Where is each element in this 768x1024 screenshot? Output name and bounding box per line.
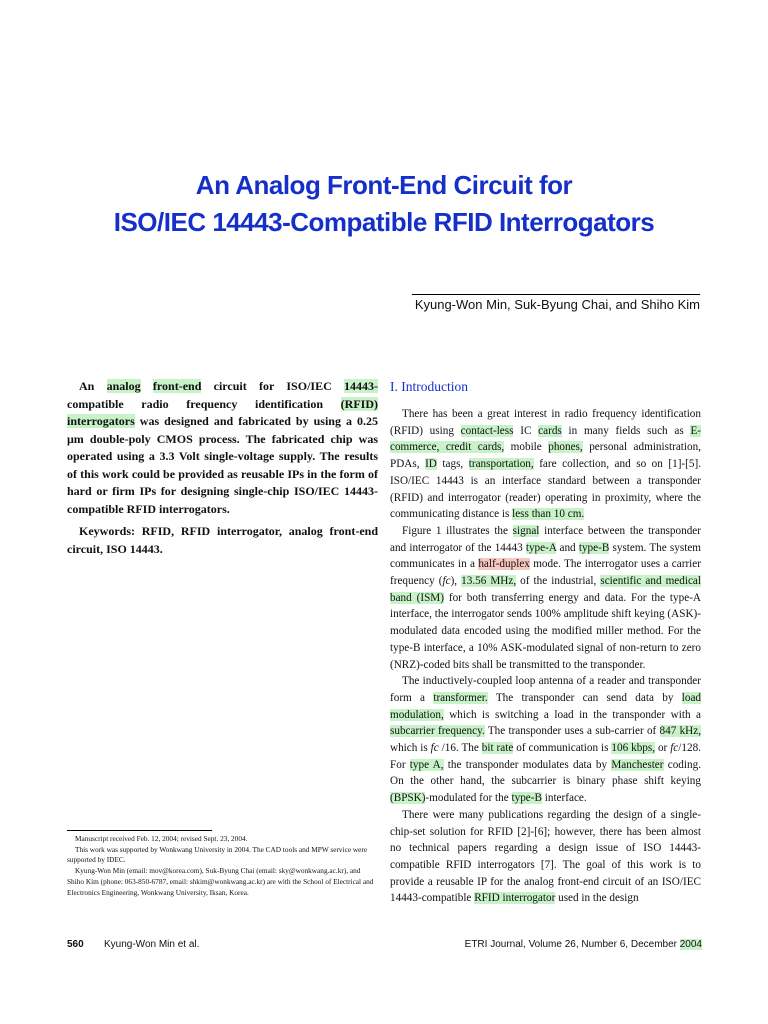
text-run: /128. For xyxy=(390,742,701,771)
running-head: Kyung-Won Min et al. xyxy=(104,939,200,950)
text-run: ), xyxy=(450,575,462,588)
text-run: which is xyxy=(390,742,431,755)
highlighted-term: signal xyxy=(512,524,540,537)
text-run: of communication is xyxy=(513,742,612,755)
text-run: mode. The interrogator uses a carrier frequency ( xyxy=(390,558,701,588)
footnotes xyxy=(67,834,378,898)
highlighted-term: type-B xyxy=(578,541,610,554)
highlighted-term: (BPSK) xyxy=(390,792,426,805)
text-run: coding. On the other hand, the subcarrier is binary phase shift keying xyxy=(390,758,701,788)
abstract xyxy=(67,378,378,518)
text-run: An xyxy=(79,379,107,393)
text-run: interface between the transponder and interrogator of the 14443 xyxy=(390,524,701,554)
text-run: There has been a great interest in radio frequency identification (RFID) using xyxy=(390,408,701,437)
author-rule xyxy=(412,294,700,295)
text-run: or xyxy=(655,742,671,755)
text-run: which is switching a load in the transponder with a xyxy=(443,708,701,721)
highlighted-term: analog xyxy=(106,379,141,393)
highlighted-term: 13.56 MHz, xyxy=(461,575,517,588)
highlighted-term: subcarrier frequency. xyxy=(390,725,485,738)
intro-paragraph-3 xyxy=(390,673,701,807)
intro-paragraph-4 xyxy=(390,807,701,907)
text-run: The transponder can send data by xyxy=(487,691,682,704)
paper-title-line-1: An Analog Front-End Circuit for xyxy=(195,170,573,200)
text-run: compatible radio frequency identification xyxy=(67,396,341,411)
text-run: was designed and fabricated by using a 0.25 μm double-poly CMOS process. The fabricated chip was operated using a 3.3 Volt single-voltage supply. The results of this work could be provided as reusable IPs in the form of hard or firm IPs for designing single-chip ISO/IEC 14443-compatible RFID interrogators. xyxy=(67,414,378,516)
highlighted-term: contact-less xyxy=(460,424,514,437)
text-run: Figure 1 illustrates the xyxy=(402,524,513,537)
text-run: the transponder modulates data by xyxy=(443,758,612,771)
page-number: 560 xyxy=(67,939,84,950)
highlighted-term: bit rate xyxy=(481,742,514,755)
text-run: system. The system communicates in a xyxy=(390,541,701,571)
footnote-support: This work was supported by Wonkwang University in 2004. The CAD tools and MPW service were supported by IDEC. xyxy=(67,844,368,865)
highlighted-term: less than 10 cm. xyxy=(512,508,585,521)
text-run: The inductively-coupled loop antenna of a reader and transponder form a xyxy=(390,675,701,704)
text-run: and xyxy=(556,541,579,554)
text-run: for both transferring energy and data. For the type-A interface, the interrogator sends 100% amplitude shift keying (ASK)-modulated data encoded using the modified miller method. For the type-B interface, a 10% ASK-modulated signal of non-return to zero (NRZ)-coded bits shall be transmitted to the transponder. xyxy=(390,591,701,671)
highlighted-term: ID xyxy=(425,458,437,471)
text-run: fc xyxy=(430,742,439,755)
introduction-column xyxy=(390,378,701,907)
paper-title-line-2: ISO/IEC 14443-Compatible RFID Interrogators xyxy=(113,207,655,237)
text-run: of the industrial, xyxy=(516,575,601,588)
author-list: Kyung-Won Min, Suk-Byung Chai, and Shiho Kim xyxy=(414,297,700,312)
text-run: in many fields such as xyxy=(561,424,691,437)
highlighted-term: transformer. xyxy=(433,691,488,704)
highlighted-term: phones, xyxy=(548,441,583,454)
journal-name: ETRI Journal, Volume 26, Number 6, December xyxy=(464,939,680,950)
highlighted-term: RFID interrogator xyxy=(474,892,556,905)
text-run: -modulated for the xyxy=(425,792,512,805)
highlighted-term: front-end xyxy=(152,379,202,393)
highlighted-term: (RFID) xyxy=(340,396,378,411)
text-run: circuit for ISO/IEC xyxy=(201,379,345,393)
text-run: personal administration, PDAs, xyxy=(390,441,701,471)
highlighted-term: 14443- xyxy=(344,379,379,393)
highlighted-term: cards xyxy=(538,424,562,437)
text-run: used in the design xyxy=(555,892,639,905)
highlighted-term: half-duplex xyxy=(478,558,530,571)
highlighted-term: interrogators xyxy=(67,414,135,428)
highlighted-term: transportation, xyxy=(468,458,534,471)
keywords: Keywords: RFID, RFID interrogator, analog front-end circuit, ISO 14443. xyxy=(67,524,378,556)
highlighted-term: type-B xyxy=(511,792,542,805)
text-run: fare collection, and so on [1]-[5]. ISO/IEC 14443 is an interface standard between a transponder (RFID) and interrogator (reader) operating in proximity, where the communicating distance is xyxy=(390,458,702,521)
highlighted-term: type-A xyxy=(525,541,557,554)
highlighted-term: 106 kbps, xyxy=(611,742,656,755)
highlighted-term: load modulation, xyxy=(390,691,702,721)
footnote-rule xyxy=(67,830,212,831)
highlighted-term: 847 kHz, xyxy=(659,725,701,738)
highlighted-term: E-commerce, credit cards, xyxy=(390,424,702,454)
text-run xyxy=(141,379,153,393)
text-run: IC xyxy=(513,424,539,437)
text-run: interface. xyxy=(541,792,587,805)
text-run: mobile xyxy=(504,441,549,454)
text-run: tags, xyxy=(436,458,469,471)
text-run: fc xyxy=(442,575,451,588)
highlighted-term: scientific and medical band (ISM) xyxy=(390,575,701,604)
journal-year: 2004 xyxy=(679,939,702,950)
footnote-affiliation: Kyung-Won Min (email: mov@korea.com), Suk-Byung Chai (email: sky@wonkwang.ac.kr), and Shiho Kim (phone: 063-850-6787, email: shkim@wonkwang.ac.kr) are with the School of Electrical and Electronics Engineering, Wonkwang University, Iksan, Korea. xyxy=(67,866,374,897)
highlighted-term: Manchester xyxy=(611,758,664,771)
text-run: There were many publications regarding the design of a single-chip-set solution for RFID [2]-[6]; however, there has been almost no technical papers regarding a design issue of ISO 14443-compatible RFID interrogators [7]. The goal of this work is to provide a reusable IP for the analog front-end circuit of an ISO/IEC 14443-compatible xyxy=(390,808,701,905)
intro-paragraph-1 xyxy=(390,406,701,523)
intro-paragraph-2 xyxy=(390,523,701,673)
section-heading: I. Introduction xyxy=(390,379,468,394)
text-run: The transponder uses a sub-carrier of xyxy=(484,725,660,738)
highlighted-term: type A, xyxy=(409,758,444,771)
text-run: fc xyxy=(670,742,679,755)
text-run: /16. The xyxy=(438,742,482,755)
journal-citation xyxy=(465,939,702,950)
footnote-received: Manuscript received Feb. 12, 2004; revised Sept. 23, 2004. xyxy=(75,834,248,843)
